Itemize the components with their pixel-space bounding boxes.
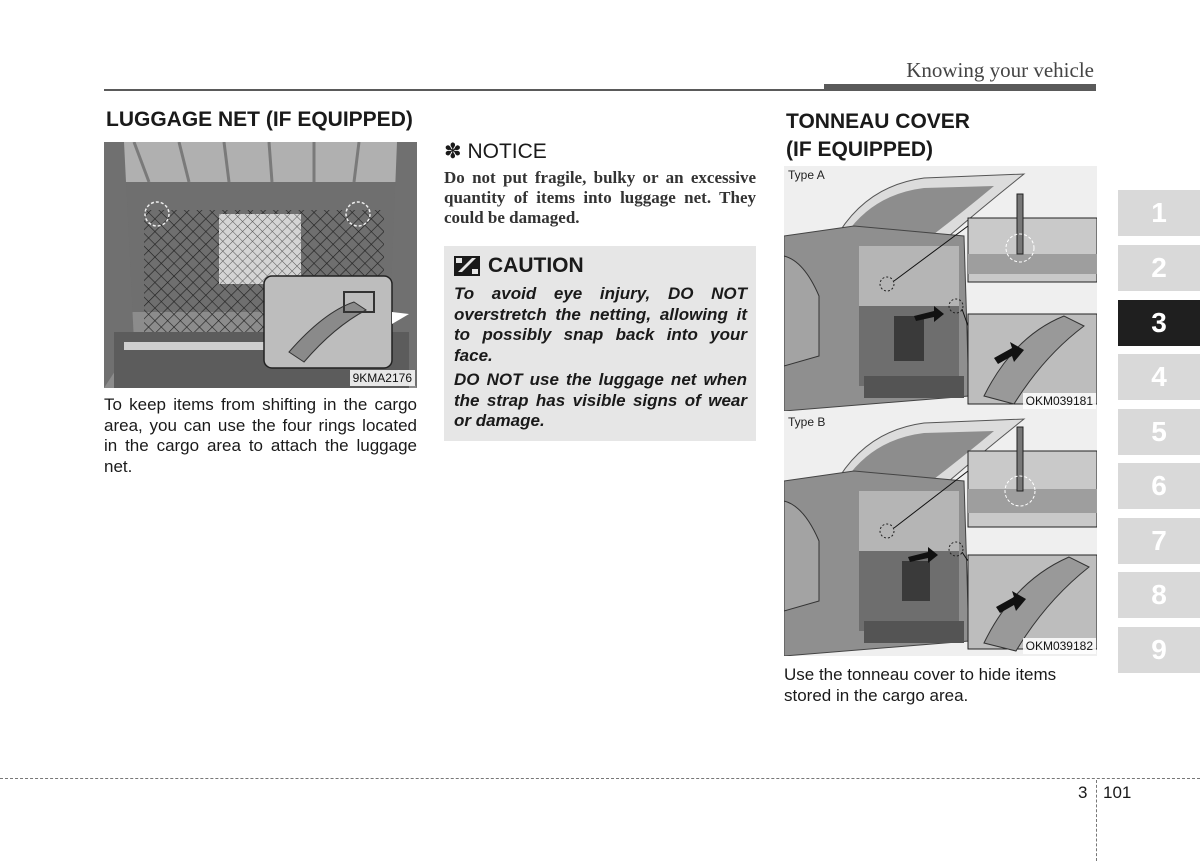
caution-text <box>454 284 747 436</box>
caution-title: CAUTION <box>488 254 584 277</box>
notice-heading <box>444 139 547 164</box>
header-rule-accent <box>824 84 1096 91</box>
tonneau-figure-type-b <box>784 411 1097 656</box>
luggage-net-figure <box>104 142 417 388</box>
luggage-net-heading: LUGGAGE NET (IF EQUIPPED) <box>106 108 413 131</box>
tonneau-body: Use the tonneau cover to hide items stored in the cargo area. <box>784 665 1057 705</box>
caution-paragraph: DO NOT use the luggage net when the strap has visible signs of wear or damage. <box>454 370 747 430</box>
footer-rule <box>0 778 1200 779</box>
tonneau-type-a-illustration <box>784 166 1097 411</box>
chapter-tab-7[interactable]: 7 <box>1118 518 1200 564</box>
luggage-net-body: To keep items from shifting in the cargo area, you can use the four rings located in the cargo area to attach the luggage net. <box>104 395 417 476</box>
tonneau-heading <box>786 108 970 164</box>
caution-paragraph: To avoid eye injury, DO NOT overstretch the netting, allowing it to possibly snap back into your face. <box>454 284 747 365</box>
tonneau-figure-a-type: Type A <box>788 168 825 182</box>
tonneau-figure-b-code: OKM039182 <box>1023 638 1096 654</box>
notice-text: Do not put fragile, bulky or an excessive quantity of items into luggage net. They could be damaged. <box>444 168 756 227</box>
caution-icon <box>454 256 480 276</box>
tonneau-heading-line1: TONNEAU COVER <box>786 110 970 133</box>
notice-symbol-icon: ✽ <box>444 140 462 163</box>
luggage-net-illustration <box>104 142 417 388</box>
page-number: 101 <box>1103 783 1132 802</box>
caution-heading <box>454 254 584 278</box>
chapter-tab-6[interactable]: 6 <box>1118 463 1200 509</box>
header-rule <box>104 89 824 91</box>
tonneau-type-b-illustration <box>784 411 1097 656</box>
chapter-tab-8[interactable]: 8 <box>1118 572 1200 618</box>
chapter-tab-3[interactable]: 3 <box>1118 300 1200 346</box>
chapter-tab-4[interactable]: 4 <box>1118 354 1200 400</box>
section-title: Knowing your vehicle <box>906 58 1094 82</box>
chapter-tab-5[interactable]: 5 <box>1118 409 1200 455</box>
notice-title: NOTICE <box>467 140 547 163</box>
chapter-tab-1[interactable]: 1 <box>1118 190 1200 236</box>
page-chapter-number: 3 <box>1078 783 1088 802</box>
tonneau-figure-b-type: Type B <box>788 415 826 429</box>
chapter-tab-2[interactable]: 2 <box>1118 245 1200 291</box>
luggage-net-figure-code: 9KMA2176 <box>350 370 415 386</box>
tonneau-heading-line2: (IF EQUIPPED) <box>786 138 934 161</box>
chapter-tab-9[interactable]: 9 <box>1118 627 1200 673</box>
tonneau-figure-type-a <box>784 166 1097 411</box>
footer-divider <box>1096 780 1097 861</box>
tonneau-figure-a-code: OKM039181 <box>1023 393 1096 409</box>
